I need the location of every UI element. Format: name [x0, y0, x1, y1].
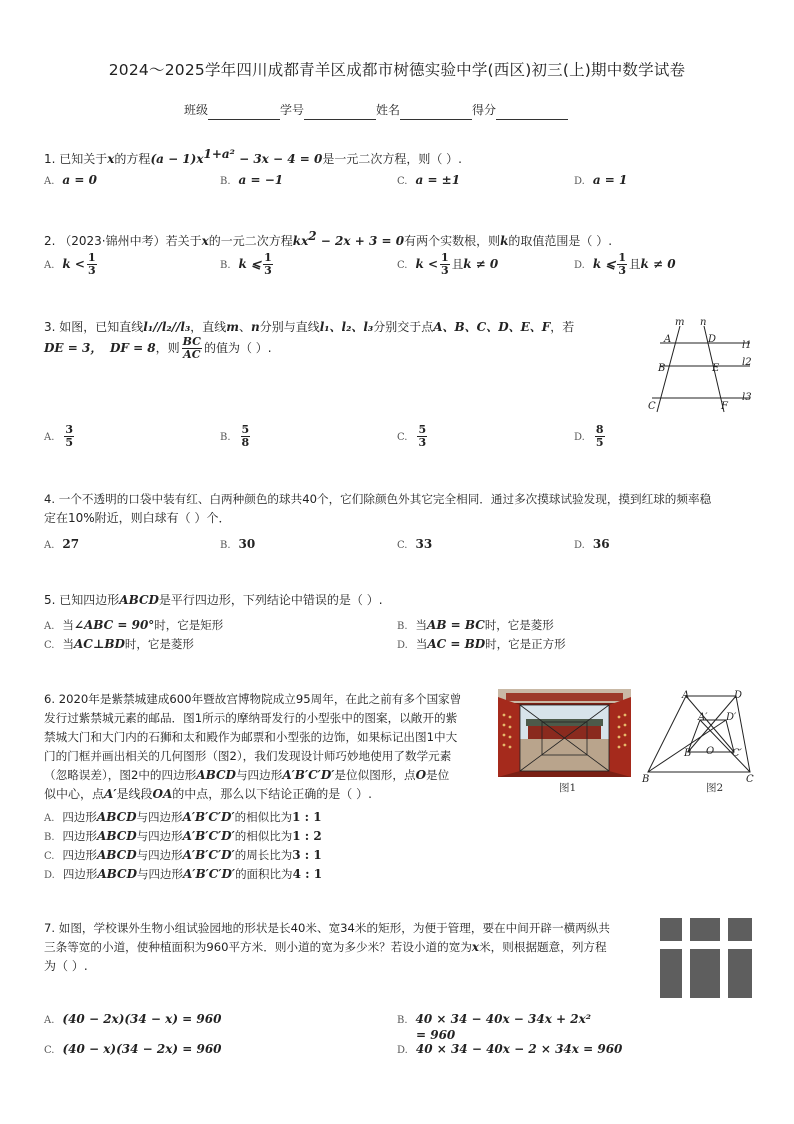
option-math: ABCD [97, 867, 137, 881]
q7-option-d[interactable] [397, 1040, 622, 1060]
option-text: a = 1 [592, 173, 628, 187]
option-text: (40 − x)(34 − 2x) = 960 [62, 1042, 222, 1056]
q6-figure1-caption: 图1 [559, 782, 577, 794]
q6-text: 的中点，那么以下结论正确的是（ ）. [172, 787, 372, 801]
option-label: B. [220, 540, 231, 551]
frac-den: 3 [87, 264, 96, 277]
fig2-label-A-prime: A′ [698, 712, 708, 723]
option-value: 1 : 1 [292, 810, 322, 824]
option-text: 四边形 [62, 829, 98, 843]
q6-figure1-gate-photo [498, 689, 631, 777]
option-label: B. [44, 832, 55, 843]
option-label: A. [44, 260, 55, 271]
frac-den: 3 [418, 436, 427, 449]
option-math: k ≠ 0 [463, 257, 499, 271]
option-text: 与四边形 [136, 810, 183, 824]
q1-tail: 是一元二次方程，则（ ）. [322, 152, 462, 166]
option-text: 与四边形 [136, 867, 183, 881]
frac-num: 5 [418, 423, 427, 436]
option-math: k ⩽ [592, 257, 616, 271]
question-5-stem [44, 590, 383, 610]
option-text: 当 [62, 618, 74, 632]
label-l3: l3 [742, 392, 752, 403]
question-2-stem [44, 226, 612, 251]
q2-option-b[interactable] [220, 252, 275, 277]
label-m: m [675, 317, 685, 328]
question-1-stem [44, 144, 462, 169]
option-text: 时，它是菱形 [124, 637, 194, 651]
fig2-label-B: B [642, 774, 650, 785]
label-B: B [658, 363, 666, 374]
label-A: A [664, 334, 672, 345]
q3-figure-parallel-lines [640, 316, 755, 416]
frac-den: 3 [441, 264, 449, 277]
option-text: 时，它是矩形 [154, 618, 224, 632]
q2-mid: 的一元二次方程 [208, 234, 293, 248]
option-math: k ≠ 0 [640, 257, 676, 271]
student-info-line [184, 100, 568, 120]
page-title: 2024～2025学年四川成都青羊区成都市树德实验中学(西区)初三(上)期中数学试卷 [108, 61, 686, 79]
label-D: D [708, 334, 717, 345]
q6-figure2-similar-quadrilaterals [640, 690, 755, 786]
q5-text: 是平行四边形，下列结论中错误的是（ ）. [158, 593, 383, 607]
option-label: D. [574, 432, 585, 443]
q1-option-d[interactable] [574, 171, 627, 191]
q3-math: n [250, 320, 260, 334]
q1-lead: 1. 已知关于 [44, 152, 108, 166]
q3-math: A、B、C、D、E、F [433, 320, 551, 334]
q3-math: l₁、l₂、l₃ [319, 320, 374, 334]
q6-text: 与四边形 [235, 768, 283, 782]
q1-option-b[interactable] [220, 171, 283, 191]
q5-math: ABCD [119, 593, 159, 607]
option-math: ABCD [96, 810, 137, 824]
q6-text: 似中心，点 [44, 787, 105, 801]
question-6-line5 [44, 765, 449, 785]
q6-text: （忽略误差），图2中的四边形 [44, 768, 197, 782]
q2-var: x [201, 234, 209, 248]
frac-num: BC [182, 335, 201, 348]
option-label: C. [397, 432, 408, 443]
fig2-label-D-prime: D′ [726, 712, 737, 723]
option-math: AC = BD [427, 637, 486, 651]
question-6-line3: 禁城大门和大门内的石狮和太和殿作为邮票和小型张的边饰，如果标记出图1中大 [44, 730, 458, 744]
option-math: A′B′C′D′ [182, 848, 235, 862]
q1-eq-b: − 3x − 4 = 0 [234, 152, 323, 166]
option-math: AC⊥BD [73, 637, 125, 651]
q6-math: A′ [104, 787, 117, 801]
q2-eq-a: kx [292, 234, 309, 248]
q6-text: 是位似图形，点 [334, 768, 416, 782]
q3-text: 分别与直线 [259, 320, 320, 334]
option-text: 36 [592, 537, 610, 551]
info-id-blank[interactable] [304, 107, 376, 120]
frac-den: 3 [264, 264, 272, 277]
option-label: B. [397, 621, 408, 632]
q1-mid: 的方程 [114, 152, 151, 166]
fig2-label-O: O [706, 746, 715, 757]
option-text: 当 [415, 637, 428, 651]
fig2-label-C: C [746, 774, 754, 785]
option-label: B. [220, 260, 231, 271]
option-text: 的相似比为 [234, 810, 293, 824]
info-score-blank[interactable] [496, 107, 568, 120]
q3-text: 3. 如图，已知直线 [44, 320, 144, 334]
question-6-line2: 发行过紫禁城元素的邮品．图1所示的摩纳哥发行的小型张中的图案，以敞开的紫 [44, 711, 458, 725]
q5-option-b[interactable] [397, 616, 554, 636]
q7-text: 三条等宽的小道，使种植面积为960平方米．则小道的宽为多少米？若设小道的宽为 [44, 940, 472, 954]
q2-tail2: 的取值范围是（ ）. [508, 234, 613, 248]
q4-option-d[interactable] [574, 535, 610, 555]
frac-num: 1 [618, 251, 627, 264]
question-7-line1: 7. 如图，学校课外生物小组试验园地的形状是长40米、宽34米的矩形，为便于管理，要在中间开辟一横两纵共 [44, 921, 610, 935]
option-label: D. [44, 870, 55, 881]
and-word: 且 [451, 257, 464, 271]
option-text: 30 [238, 537, 256, 551]
option-text: 33 [415, 537, 433, 551]
option-label: B. [220, 432, 231, 443]
option-label: C. [397, 176, 408, 187]
q7-text: 米，则根据题意，列方程 [479, 940, 607, 954]
option-math: A′B′C′D′ [182, 867, 236, 881]
question-6-line4: 门的门框并画出相关的几何图形（图2），我们发现设计师巧妙地使用了数学元素 [44, 749, 452, 763]
q6-math: A′B′C′D′ [282, 768, 335, 782]
q1-eq-exp: 1+a² [203, 147, 235, 161]
q3-option-b[interactable] [220, 424, 252, 449]
fig2-label-A: A [682, 690, 690, 701]
option-label: A. [44, 176, 55, 187]
question-3-stem-line1 [44, 317, 574, 337]
q1-var: x [107, 152, 115, 166]
q2-eq-exp: 2 [308, 229, 317, 243]
q3-math: DF = 8 [109, 341, 156, 355]
option-text: (40 − 2x)(34 − x) = 960 [62, 1012, 222, 1026]
q2-option-c[interactable] [397, 252, 498, 277]
fig2-label-D: D [734, 690, 743, 701]
option-label: C. [397, 540, 408, 551]
q7-math: x [471, 940, 480, 954]
option-math: k < [62, 257, 85, 271]
q5-text: 5. 已知四边形 [44, 593, 120, 607]
q1-eq-a: (a − 1)x [150, 152, 204, 166]
q6-option-d[interactable] [44, 865, 322, 885]
info-score-label: 得分 [472, 103, 497, 117]
fig2-label-B-prime: B [684, 748, 692, 759]
q7-figure-garden-paths [660, 918, 752, 998]
option-label: D. [574, 176, 585, 187]
q1-option-a[interactable] [44, 171, 97, 191]
question-7-line2 [44, 937, 607, 957]
option-text: 40 × 34 − 40x − 2 × 34x = 960 [415, 1042, 623, 1056]
option-text: 四边形 [62, 867, 98, 881]
label-n: n [700, 317, 707, 328]
frac-num: 8 [595, 423, 604, 436]
question-7-line3: 为（ ）. [44, 959, 88, 973]
fig2-label-C-prime: C′ [732, 748, 742, 759]
option-label: A. [44, 432, 55, 443]
q3-text: 的值为（ ）. [203, 341, 272, 355]
q3-text: ，则 [155, 341, 180, 355]
option-label: B. [220, 176, 231, 187]
q6-option-a[interactable] [44, 808, 322, 828]
q2-option-a[interactable] [44, 252, 99, 277]
option-math: A′B′C′D′ [182, 829, 235, 843]
question-4-line2: 定在10%附近，则白球有（ ）个． [44, 511, 231, 525]
q1-option-c[interactable] [397, 171, 460, 191]
option-math: ABCD [97, 829, 137, 843]
option-label: D. [397, 1045, 408, 1056]
q4-option-a[interactable] [44, 535, 79, 555]
option-math: AB = BC [427, 618, 485, 632]
option-text: a = ±1 [415, 173, 461, 187]
q3-option-d[interactable] [574, 424, 607, 449]
option-label: C. [397, 260, 408, 271]
label-l1: l1 [742, 340, 752, 351]
frac-num: 1 [87, 251, 96, 264]
option-text: 时，它是正方形 [485, 637, 566, 651]
label-F: F [721, 401, 728, 412]
option-math: k < [415, 257, 439, 271]
option-text: 时，它是菱形 [484, 618, 554, 632]
q3-text: ，直线 [190, 320, 227, 334]
q6-figure2-caption: 图2 [706, 782, 724, 794]
question-6-line6 [44, 784, 372, 804]
frac-num: 3 [65, 423, 74, 436]
option-label: A. [44, 621, 55, 632]
option-value: 3 : 1 [292, 848, 322, 862]
option-label: D. [574, 260, 585, 271]
q3-text: ，若 [550, 320, 575, 334]
q4-option-c[interactable] [397, 535, 432, 555]
option-label: C. [44, 640, 55, 651]
frac-den: 5 [595, 436, 604, 449]
option-text: a = 0 [62, 173, 97, 187]
info-name-label: 姓名 [376, 103, 401, 117]
option-text: 当 [62, 637, 74, 651]
question-3-stem-line2 [44, 336, 272, 361]
option-math: ABCD [96, 848, 137, 862]
info-id-label: 学号 [280, 103, 305, 117]
q3-math: l₁//l₂//l₃ [143, 320, 191, 334]
q5-option-c[interactable] [44, 635, 194, 655]
option-math: k ⩽ [238, 257, 262, 271]
option-text: = 960 [416, 1028, 456, 1042]
q6-option-c[interactable] [44, 846, 322, 866]
q6-text: 是线段 [116, 787, 153, 801]
frac-den: AC [183, 348, 201, 361]
option-text: 的相似比为 [234, 829, 293, 843]
q3-math: DE = 3， [44, 341, 103, 355]
q3-text: 、 [238, 320, 251, 334]
option-label: C. [44, 1045, 55, 1056]
frac-num: 1 [441, 251, 449, 264]
frac-den: 3 [618, 264, 627, 277]
label-l2: l2 [742, 357, 752, 368]
info-class-blank[interactable] [208, 107, 280, 120]
question-6-line1: 6. 2020年是紫禁城建成600年暨故宫博物院成立95周年，在此之前有多个国家曾 [44, 692, 462, 706]
option-value: 1 : 2 [292, 829, 322, 843]
q6-math: OA [152, 787, 173, 801]
q5-option-d[interactable] [397, 635, 566, 655]
q3-math: m [226, 320, 239, 334]
option-label: D. [397, 640, 408, 651]
option-text: a = −1 [238, 173, 284, 187]
option-label: A. [44, 540, 55, 551]
option-text: 与四边形 [136, 848, 183, 862]
option-text: 40 × 34 − 40x − 34x + 2x² [415, 1012, 592, 1026]
q2-option-d[interactable] [574, 252, 676, 277]
info-name-blank[interactable] [400, 107, 472, 120]
frac-den: 8 [241, 436, 250, 449]
option-text: 的周长比为 [234, 848, 293, 862]
option-text: 的面积比为 [235, 867, 293, 881]
option-text: 当 [415, 618, 428, 632]
option-label: C. [44, 851, 55, 862]
option-label: D. [574, 540, 585, 551]
q6-option-b[interactable] [44, 827, 322, 847]
option-label: B. [397, 1015, 408, 1026]
q6-text: 是位 [426, 768, 450, 782]
q5-option-a[interactable] [44, 616, 223, 636]
q3-option-a[interactable] [44, 424, 76, 449]
frac-num: 1 [264, 251, 272, 264]
q2-k: k [500, 234, 509, 248]
option-text: 四边形 [62, 810, 97, 824]
q2-eq-b: − 2x + 3 = 0 [316, 234, 405, 248]
label-E: E [712, 363, 720, 374]
question-4-line1: 4. 一个不透明的口袋中装有红、白两种颜色的球共40个，它们除颜色外其它完全相同．通过多次摸球试验发现，摸到红球的频率稳 [44, 492, 712, 506]
option-label: A. [44, 813, 55, 824]
q2-lead: 2. （2023·锦州中考）若关于 [44, 234, 202, 248]
option-text: 与四边形 [136, 829, 183, 843]
info-class-label: 班级 [184, 103, 209, 117]
q2-tail: 有两个实数根，则 [404, 234, 501, 248]
option-text: 四边形 [62, 848, 97, 862]
option-math: ∠ABC = 90° [73, 618, 155, 632]
q3-text: 分别交于点 [373, 320, 434, 334]
q7-option-c[interactable] [44, 1040, 222, 1060]
q4-option-b[interactable] [220, 535, 255, 555]
q6-math: O [415, 768, 427, 782]
q7-option-a[interactable] [44, 1010, 221, 1030]
q6-math: ABCD [196, 768, 236, 782]
label-C: C [648, 401, 656, 412]
and-word: 且 [629, 257, 641, 271]
option-text: 27 [62, 537, 80, 551]
option-math: A′B′C′D′ [182, 810, 235, 824]
q3-option-c[interactable] [397, 424, 429, 449]
frac-num: 5 [241, 423, 250, 436]
option-value: 4 : 1 [292, 867, 323, 881]
option-label: A. [44, 1015, 55, 1026]
frac-den: 5 [65, 436, 74, 449]
